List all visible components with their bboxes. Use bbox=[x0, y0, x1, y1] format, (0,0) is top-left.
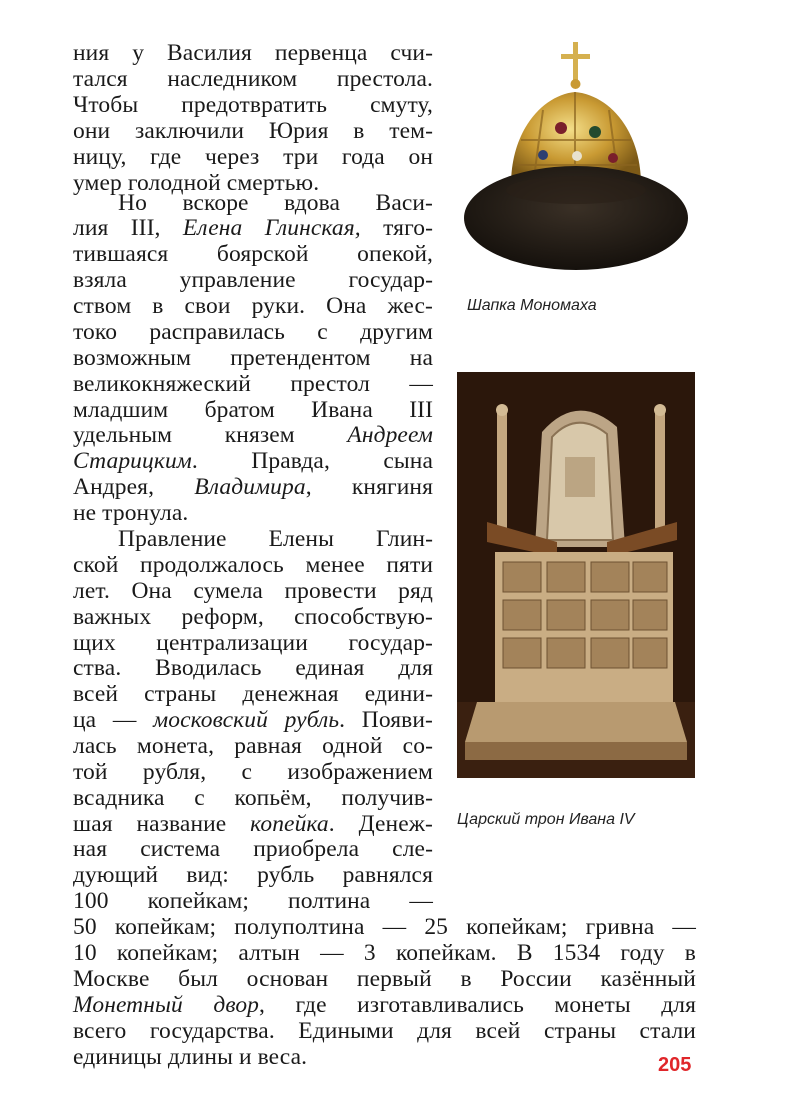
text-line: дующий вид: рубль равнялся bbox=[73, 862, 433, 888]
text-line: ства. Вводилась единая для bbox=[73, 655, 433, 681]
text-line: 10 копейкам; алтын — 3 копейкам. В 1534 году в bbox=[73, 940, 696, 966]
text-line: лась монета, равная одной со- bbox=[73, 733, 433, 759]
text-line: великокняжеский престол — bbox=[73, 371, 433, 397]
italic-term: Монетный двор bbox=[73, 992, 260, 1018]
text-line: тившаяся боярской опекой, bbox=[73, 241, 433, 267]
text-line: токо расправилась с другим bbox=[73, 319, 433, 345]
italic-term: Старицким bbox=[73, 448, 192, 474]
text-line: ницу, где через три года он bbox=[73, 144, 433, 170]
text-line: Но вскоре вдова Васи- bbox=[118, 190, 433, 216]
throne-caption: Царский трон Ивана IV bbox=[457, 811, 635, 828]
text-line: всего государства. Едиными для всей страны стали bbox=[73, 1018, 696, 1044]
italic-term: Елена Глинская, bbox=[182, 215, 361, 241]
text-line: всадника с копьём, получив- bbox=[73, 785, 433, 811]
text-line: шая название копейка. Денеж- bbox=[73, 811, 433, 837]
text-line: Андрея, Владимира, княгиня bbox=[73, 474, 433, 500]
text-line: единицы длины и веса. bbox=[73, 1044, 308, 1070]
crown-caption: Шапка Мономаха bbox=[467, 297, 597, 314]
text-line: ца — московский рубль. Появи- bbox=[73, 707, 433, 733]
text-line: ная система приобрела сле- bbox=[73, 836, 433, 862]
text-line: тался наследником престола. bbox=[73, 66, 433, 92]
text-line: ния у Василия первенца счи- bbox=[73, 40, 433, 66]
text-line: возможным претендентом на bbox=[73, 345, 433, 371]
italic-term: московский рубль bbox=[153, 707, 340, 733]
italic-term: Андреем bbox=[347, 422, 433, 448]
text-line: взяла управление государ- bbox=[73, 267, 433, 293]
text-line: всей страны денежная едини- bbox=[73, 681, 433, 707]
text-line: той рубля, с изображением bbox=[73, 759, 433, 785]
text-line: Москве был основан первый в России казённый bbox=[73, 966, 696, 992]
text-line: не тронула. bbox=[73, 500, 189, 526]
text-line: щих централизации государ- bbox=[73, 630, 433, 656]
text-line: Правление Елены Глин- bbox=[118, 526, 433, 552]
text-line: Старицким. Правда, сына bbox=[73, 448, 433, 474]
text-line: ской продолжалось менее пяти bbox=[73, 552, 433, 578]
text-line: важных реформ, способствую- bbox=[73, 604, 433, 630]
text-line: лия III, Елена Глинская, тяго- bbox=[73, 215, 433, 241]
monomakh-cap-image bbox=[463, 40, 689, 276]
text-line: удельным князем Андреем bbox=[73, 422, 433, 448]
text-line: 50 копейкам; полуполтина — 25 копейкам; гривна — bbox=[73, 914, 696, 940]
text-line: ством в свои руки. Она жес- bbox=[73, 293, 433, 319]
text-line: младшим братом Ивана III bbox=[73, 397, 433, 423]
italic-term: Владимира bbox=[194, 474, 306, 500]
italic-term: копейка bbox=[250, 811, 329, 837]
text-line: они заключили Юрия в тем- bbox=[73, 118, 433, 144]
text-line: Монетный двор, где изготавливались монеты для bbox=[73, 992, 696, 1018]
text-line: умер голодной смертью. bbox=[73, 170, 320, 196]
ivan-iv-throne-image bbox=[457, 372, 695, 778]
text-line: Чтобы предотвратить смуту, bbox=[73, 92, 433, 118]
page-number: 205 bbox=[658, 1054, 692, 1076]
text-line: 100 копейкам; полтина — bbox=[73, 888, 433, 914]
text-line: лет. Она сумела провести ряд bbox=[73, 578, 433, 604]
